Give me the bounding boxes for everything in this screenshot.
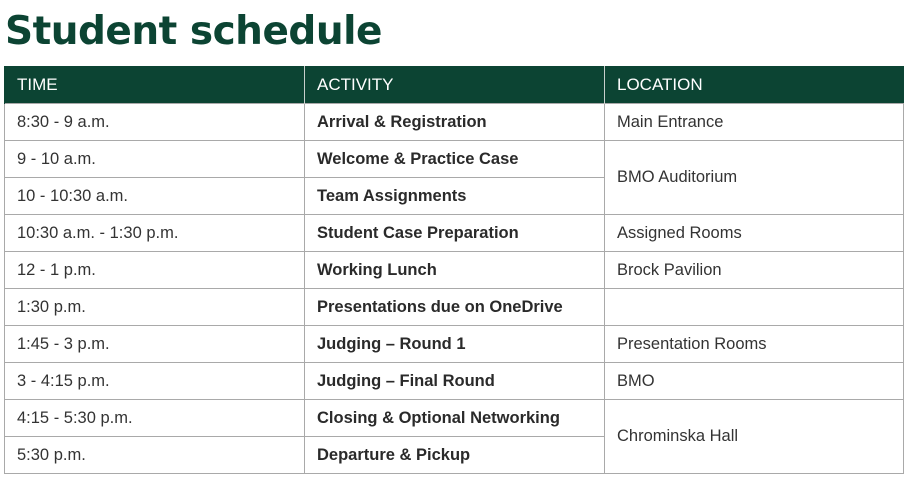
location-cell: Main Entrance bbox=[605, 104, 904, 141]
activity-cell: Judging – Final Round bbox=[305, 363, 605, 400]
time-cell: 8:30 - 9 a.m. bbox=[5, 104, 305, 141]
activity-cell: Team Assignments bbox=[305, 178, 605, 215]
table-row bbox=[5, 400, 904, 437]
location-cell: BMO Auditorium bbox=[605, 141, 904, 215]
location-cell: Assigned Rooms bbox=[605, 215, 904, 252]
activity-cell: Departure & Pickup bbox=[305, 437, 605, 474]
activity-cell: Presentations due on OneDrive bbox=[305, 289, 605, 326]
time-cell: 5:30 p.m. bbox=[5, 437, 305, 474]
time-cell: 10:30 a.m. - 1:30 p.m. bbox=[5, 215, 305, 252]
activity-cell: Student Case Preparation bbox=[305, 215, 605, 252]
table-row bbox=[5, 252, 904, 289]
table-row bbox=[5, 326, 904, 363]
time-cell: 12 - 1 p.m. bbox=[5, 252, 305, 289]
time-cell: 1:45 - 3 p.m. bbox=[5, 326, 305, 363]
table-row bbox=[5, 289, 904, 326]
table-row bbox=[5, 363, 904, 400]
column-header-activity: ACTIVITY bbox=[305, 66, 605, 104]
table-row bbox=[5, 104, 904, 141]
table-row bbox=[5, 141, 904, 178]
location-cell: Presentation Rooms bbox=[605, 326, 904, 363]
column-header-location: LOCATION bbox=[605, 66, 904, 104]
schedule-table bbox=[4, 66, 904, 474]
time-cell: 4:15 - 5:30 p.m. bbox=[5, 400, 305, 437]
location-cell: Brock Pavilion bbox=[605, 252, 904, 289]
location-cell bbox=[605, 289, 904, 326]
table-row bbox=[5, 215, 904, 252]
time-cell: 10 - 10:30 a.m. bbox=[5, 178, 305, 215]
location-cell: BMO bbox=[605, 363, 904, 400]
activity-cell: Judging – Round 1 bbox=[305, 326, 605, 363]
column-header-time: TIME bbox=[5, 66, 305, 104]
time-cell: 3 - 4:15 p.m. bbox=[5, 363, 305, 400]
time-cell: 9 - 10 a.m. bbox=[5, 141, 305, 178]
time-cell: 1:30 p.m. bbox=[5, 289, 305, 326]
activity-cell: Arrival & Registration bbox=[305, 104, 605, 141]
activity-cell: Welcome & Practice Case bbox=[305, 141, 605, 178]
location-cell: Chrominska Hall bbox=[605, 400, 904, 474]
table-header-row bbox=[5, 66, 904, 104]
page-title: Student schedule bbox=[5, 9, 382, 54]
activity-cell: Closing & Optional Networking bbox=[305, 400, 605, 437]
activity-cell: Working Lunch bbox=[305, 252, 605, 289]
